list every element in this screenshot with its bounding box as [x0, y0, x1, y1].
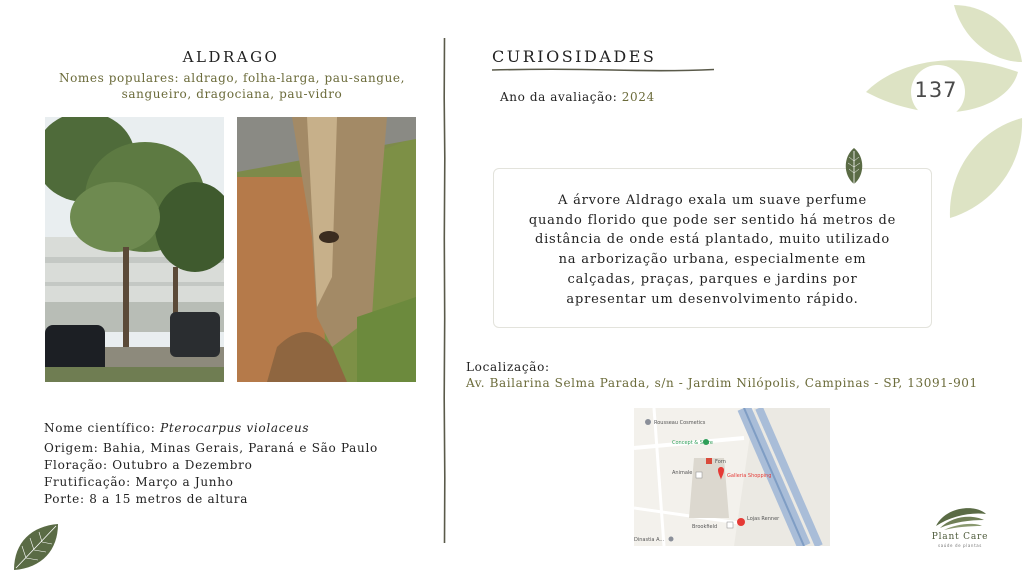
curiosities-title: CURIOSIDADES [492, 47, 657, 66]
species-title: ALDRAGO [182, 48, 280, 66]
size-line: Porte: 8 a 15 metros de altura [44, 492, 249, 506]
map-label: Rousseau Cosmetics [654, 420, 706, 426]
scientific-name: Pterocarpus violaceus [160, 421, 310, 435]
tree-number: 137 [914, 78, 958, 102]
evaluation-value: 2024 [621, 90, 655, 104]
evaluation-label: Ano da avaliação: [500, 90, 618, 104]
scientific-name-label: Nome científico: [44, 421, 156, 435]
map-label: Lojas Renner [747, 516, 780, 522]
curiosity-line: na arborização urbana, especialmente em [558, 252, 867, 268]
leaf-icon [843, 147, 865, 187]
map-label: Galleria Shopping [727, 473, 772, 479]
curiosity-line: quando florido que pode ser sentido há metros de [528, 212, 897, 228]
location-map[interactable] [634, 408, 830, 546]
fruiting-line: Frutificação: Março a Junho [44, 475, 234, 489]
scientific-name-line [44, 420, 378, 437]
popular-names-line-1: Nomes populares: aldrago, folha-larga, pau-sangue, [58, 71, 406, 85]
curiosity-line: calçadas, praças, parques e jardins por [567, 271, 858, 287]
flowering-line: Floração: Outubro a Dezembro [44, 458, 253, 472]
map-label: Animale [672, 470, 693, 476]
logo-tagline: saúde de plantas [938, 543, 982, 548]
popular-names [40, 70, 424, 102]
origin-line: Origem: Bahia, Minas Gerais, Paraná e São Paulo [44, 441, 378, 455]
species-info [44, 420, 378, 508]
title-underline [492, 67, 714, 73]
location-address: Av. Bailarina Selma Parada, s/n - Jardim Nilópolis, Campinas - SP, 13091-901 [466, 376, 978, 390]
map-label: Brookfield [692, 524, 718, 530]
curiosity-line: distância de onde está plantado, muito utilizado [534, 232, 891, 248]
map-label: Concept & Store [672, 440, 713, 446]
leaf-icon [12, 522, 60, 572]
curiosity-card [493, 168, 932, 328]
tree-photo [45, 117, 224, 382]
trunk-photo [237, 117, 416, 382]
map-label: Dinastia A... [634, 537, 665, 543]
curiosity-text [494, 191, 931, 309]
popular-names-line-2: sangueiro, dragociana, pau-vidro [121, 87, 343, 101]
evaluation-year [500, 90, 655, 104]
curiosity-line: A árvore Aldrago exala um suave perfume [557, 193, 868, 208]
map-label: Forn [715, 459, 726, 465]
location-label: Localização: [466, 360, 550, 374]
logo-name: Plant Care [931, 532, 989, 542]
curiosity-line: apresentar um desenvolvimento rápido. [566, 291, 859, 307]
vertical-divider [442, 38, 447, 543]
